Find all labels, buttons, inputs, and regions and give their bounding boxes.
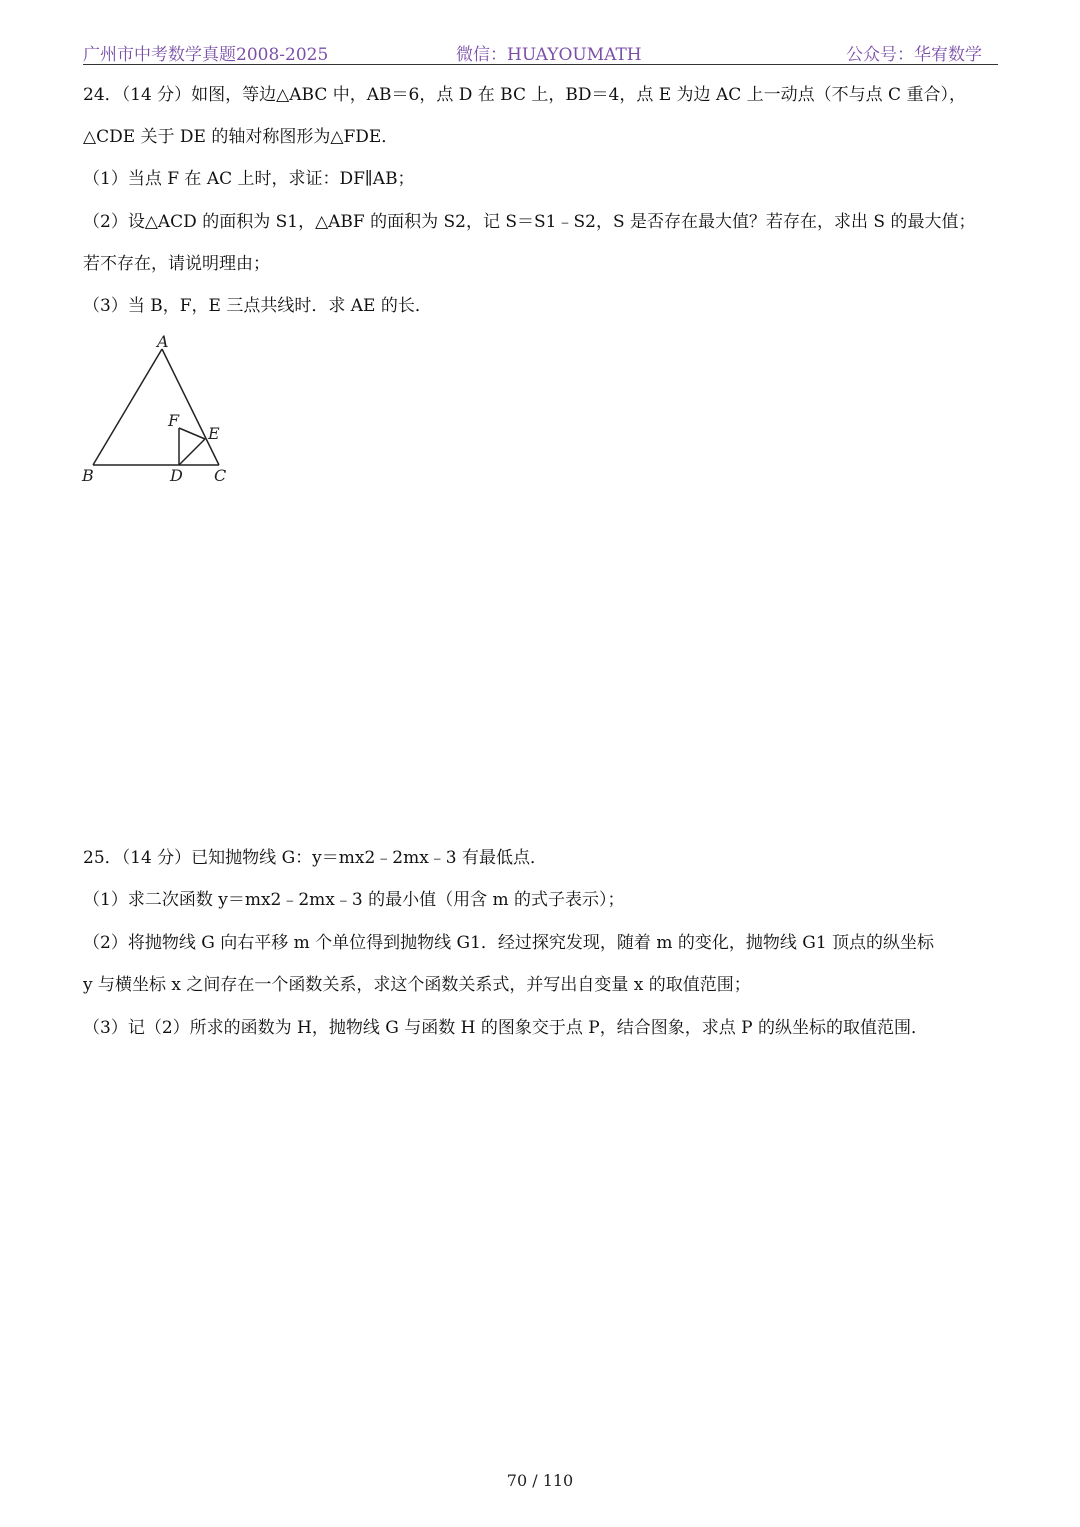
q25-stem: 25．（14 分）已知抛物线 G：y＝mx2﹣2mx﹣3 有最低点． xyxy=(83,848,548,868)
edge-de xyxy=(179,439,205,465)
edge-ac xyxy=(162,349,219,465)
q24-part2-cont: 若不存在，请说明理由； xyxy=(83,254,270,274)
q25-part2-cont: y 与横坐标 x 之间存在一个函数关系，求这个函数关系式，并写出自变量 x 的取值范围； xyxy=(83,975,751,995)
label-a: A xyxy=(157,332,169,351)
q24-stem-line2: △CDE 关于 DE 的轴对称图形为△FDE． xyxy=(83,127,399,147)
q24-part3: （3）当 B，F，E 三点共线时．求 AE 的长． xyxy=(83,296,432,316)
header-account: 公众号：华宥数学 xyxy=(846,45,982,65)
label-b: B xyxy=(82,466,94,485)
q25-part1: （1）求二次函数 y＝mx2﹣2mx﹣3 的最小值（用含 m 的式子表示）； xyxy=(83,890,625,910)
q25-part3: （3）记（2）所求的函数为 H，抛物线 G 与函数 H 的图象交于点 P，结合图象，求点 P 的纵坐标的取值范围． xyxy=(83,1018,928,1038)
header-wechat: 微信：HUAYOUMATH xyxy=(456,45,642,65)
label-f: F xyxy=(168,411,180,430)
page-header xyxy=(83,40,998,65)
edge-ab xyxy=(93,349,162,465)
triangle-figure xyxy=(80,333,240,493)
label-c: C xyxy=(214,466,227,485)
page-number: 70 / 110 xyxy=(506,1471,574,1490)
label-d: D xyxy=(170,466,183,485)
label-e: E xyxy=(208,424,220,443)
q24-part1: （1）当点 F 在 AC 上时，求证：DF∥AB； xyxy=(83,169,415,189)
header-title: 广州市中考数学真题2008-2025 xyxy=(83,45,329,65)
q24-part2: （2）设△ACD 的面积为 S1，△ABF 的面积为 S2，记 S＝S1﹣S2，S 是否存在最大值？若存在，求出 S 的最大值； xyxy=(83,212,976,232)
q25-part2: （2）将抛物线 G 向右平移 m 个单位得到抛物线 G1．经过探究发现，随着 m 的变化，抛物线 G1 顶点的纵坐标 xyxy=(83,933,935,953)
q24-stem-line1: 24．（14 分）如图，等边△ABC 中，AB＝6，点 D 在 BC 上，BD＝4，点 E 为边 AC 上一动点（不与点 C 重合）， xyxy=(83,85,966,105)
triangle-diagram xyxy=(80,333,240,493)
